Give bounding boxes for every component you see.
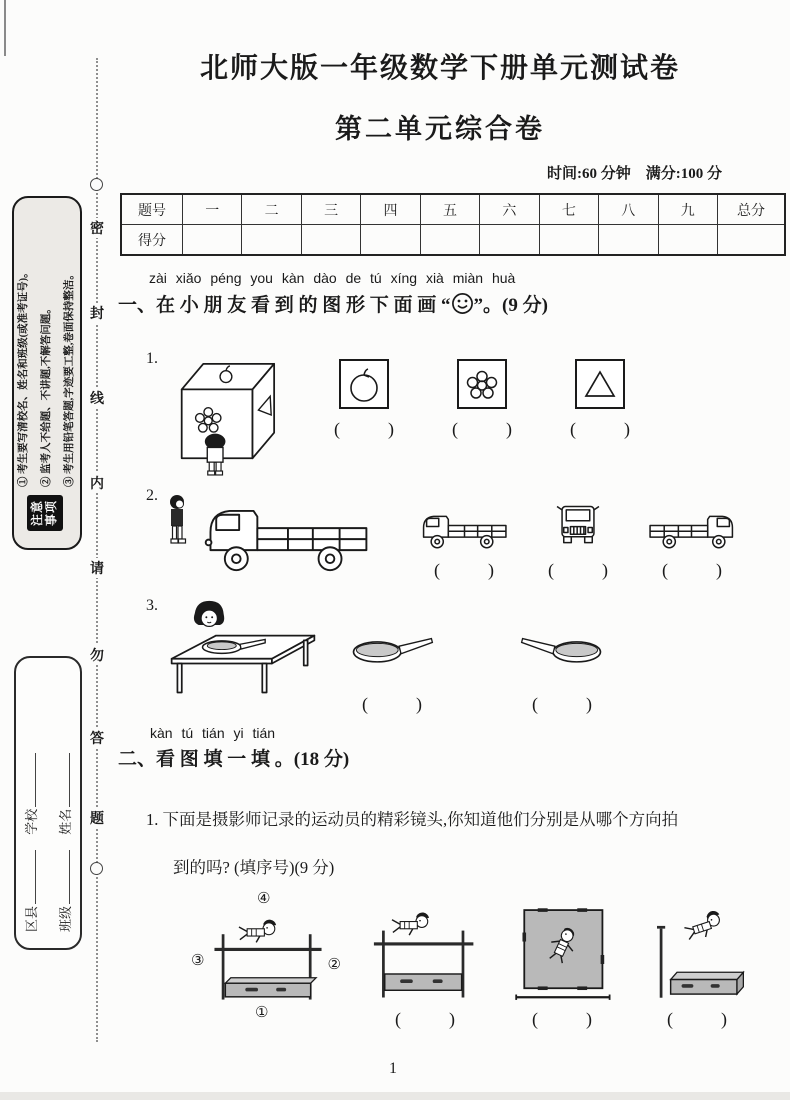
paren-close: ) (586, 694, 592, 714)
smiley-icon (451, 292, 474, 315)
paren-close: ) (721, 1009, 727, 1029)
name-label: 姓名 (57, 808, 73, 835)
page-subtitle: 第二单元综合卷 (335, 114, 545, 144)
scan-edge-line (4, 0, 6, 56)
photo-side-view (647, 905, 747, 1030)
score-cell (599, 225, 658, 256)
apple-card-icon (338, 358, 390, 410)
page-title: 北师大版一年级数学下册单元测试卷 (199, 52, 680, 83)
score-label-cell: 得分 (121, 225, 183, 256)
section2-heading-text: 二、看 图 填 一 填 。(18 分) (118, 749, 350, 770)
seal-char: 答 (88, 728, 106, 748)
option-flower (452, 358, 512, 440)
seal-char: 请 (88, 558, 106, 578)
answer-blank (667, 1009, 727, 1030)
paren-close: ) (602, 560, 608, 580)
score-cell (242, 225, 301, 256)
section2-q1-line1: 1. 下面是摄影师记录的运动员的精彩镜头,你知道他们分别是从哪个方向拍 (146, 810, 679, 829)
flower-card-icon (456, 358, 508, 410)
paren-open: ( (395, 1009, 401, 1029)
answer-blank (532, 1009, 592, 1030)
section2-pinyin: kàn tú tián yi tián (150, 725, 276, 741)
paren-open: ( (434, 560, 440, 580)
answer-blank (548, 560, 608, 581)
question1-row (146, 350, 630, 478)
section2-heading (118, 744, 349, 771)
highjump-front-view-icon (373, 905, 477, 1005)
item3-number: 3. (146, 597, 158, 614)
question2-row (146, 487, 740, 581)
header-cell: 总分 (718, 194, 786, 225)
section1-heading-pre: 一、在 小 朋 友 看 到 的 图 形 下 面 画 “ (118, 295, 451, 316)
boy-figure-illustration (164, 493, 190, 551)
item1-number: 1. (146, 350, 158, 367)
paren-close: ) (416, 694, 422, 714)
paren-open: ( (548, 560, 554, 580)
header-cell: 六 (480, 194, 539, 225)
paren-open: ( (532, 1009, 538, 1029)
section1-heading (118, 290, 548, 317)
item2-number: 2. (146, 487, 158, 504)
direction-label-top: ④ (257, 889, 271, 907)
pan-handle-right-icon (346, 631, 438, 669)
answer-blank (395, 1009, 455, 1030)
header-cell: 一 (183, 194, 242, 225)
photo-front-view (373, 905, 477, 1030)
time-score-meta: 时间:60 分钟 满分:100 分 (547, 166, 722, 182)
school-blank (22, 753, 36, 807)
notice-item-1: ① 考生要写清校名、姓名和班级(或准考证号)。 (17, 267, 29, 487)
highjump-top-view-icon (509, 905, 615, 1005)
score-cell (718, 225, 786, 256)
truck-side-large-illustration (196, 487, 378, 575)
header-cell: 题号 (121, 194, 183, 225)
option-truck-side-left (416, 503, 512, 581)
seal-char: 封 (88, 303, 106, 323)
district-label: 区县 (23, 905, 39, 932)
highjump-main-illustration (209, 907, 327, 1005)
notice-box (12, 196, 82, 550)
direction-label-bottom: ① (255, 1003, 269, 1021)
paren-open: ( (362, 694, 368, 714)
answer-blank (662, 560, 722, 581)
header-cell: 四 (361, 194, 420, 225)
answer-blank (362, 694, 422, 715)
paren-open: ( (667, 1009, 673, 1029)
header-cell: 九 (658, 194, 718, 225)
notice-item-2: ② 监考人不给题、不讲题,不解答问题。 (40, 303, 52, 487)
score-cell (658, 225, 718, 256)
paren-open: ( (452, 419, 458, 439)
option-truck-side-right (644, 503, 740, 581)
answer-blank (570, 419, 630, 440)
highjump-labeled-figure (193, 891, 341, 1021)
answer-blank (452, 419, 512, 440)
paren-close: ) (488, 560, 494, 580)
seal-char: 内 (88, 473, 106, 493)
school-label: 学校 (23, 808, 39, 835)
header-cell: 八 (599, 194, 658, 225)
section1-pinyin: zài xiǎo péng you kàn dào de tú xíng xià miàn huà (149, 270, 516, 286)
score-cell (183, 225, 242, 256)
header-cell: 二 (242, 194, 301, 225)
option-apple (334, 358, 394, 440)
option-pan-handle-right (346, 631, 438, 715)
seal-char: 勿 (88, 645, 106, 665)
notice-header: 注意事项 (27, 495, 63, 531)
score-table-header-row (121, 194, 785, 225)
highjump-side-view-icon (647, 905, 747, 1005)
info-line-1 (21, 648, 40, 932)
paren-close: ) (716, 560, 722, 580)
cube-with-girl-illustration (164, 350, 282, 478)
pan-handle-left-icon (516, 631, 608, 669)
direction-label-right: ② (327, 955, 341, 973)
paren-close: ) (586, 1009, 592, 1029)
seal-char: 线 (88, 388, 106, 408)
name-blank (56, 753, 70, 807)
class-blank (56, 850, 70, 904)
score-cell (361, 225, 420, 256)
option-triangle (570, 358, 630, 440)
section1-heading-post: ”。(9 分) (473, 295, 548, 316)
triangle-card-icon (574, 358, 626, 410)
class-label: 班级 (57, 905, 73, 932)
paren-close: ) (388, 419, 394, 439)
answer-blank (434, 560, 494, 581)
seal-dashed-line (96, 58, 98, 1042)
truck-side-left-icon (416, 503, 512, 551)
district-blank (22, 850, 36, 904)
truck-front-icon (550, 499, 606, 551)
score-table-score-row (121, 225, 785, 256)
header-cell: 五 (420, 194, 479, 225)
notice-item-3: ③ 考生用铅笔答题,字迹要工整,卷面保持整洁。 (63, 269, 75, 487)
option-pan-handle-left (516, 631, 608, 715)
page-number: 1 (389, 1060, 397, 1077)
seal-char: 密 (88, 218, 106, 238)
seal-char: 题 (88, 808, 106, 828)
answer-blank (532, 694, 592, 715)
paren-close: ) (506, 419, 512, 439)
section2-q1-line2: 到的吗? (填序号)(9 分) (173, 858, 335, 877)
score-cell (480, 225, 539, 256)
paren-open: ( (662, 560, 668, 580)
photo-top-view (509, 905, 615, 1030)
paren-open: ( (334, 419, 340, 439)
option-truck-front (548, 499, 608, 581)
student-info-box (14, 656, 82, 950)
direction-label-left: ③ (191, 951, 205, 969)
info-line-2 (55, 648, 74, 932)
paren-open: ( (532, 694, 538, 714)
seal-circle-bottom (90, 862, 103, 875)
answer-blank (334, 419, 394, 440)
score-cell (539, 225, 598, 256)
header-cell: 七 (539, 194, 598, 225)
score-table (120, 193, 786, 256)
question3-row (146, 597, 608, 715)
highjump-photos-row (193, 891, 747, 1030)
header-cell: 三 (301, 194, 360, 225)
girl-table-pan-illustration (164, 597, 322, 705)
paren-open: ( (570, 419, 576, 439)
score-cell (420, 225, 479, 256)
paren-close: ) (624, 419, 630, 439)
score-cell (301, 225, 360, 256)
scan-edge-shadow (0, 1092, 790, 1100)
seal-circle-top (90, 178, 103, 191)
paren-close: ) (449, 1009, 455, 1029)
truck-side-right-icon (644, 503, 740, 551)
